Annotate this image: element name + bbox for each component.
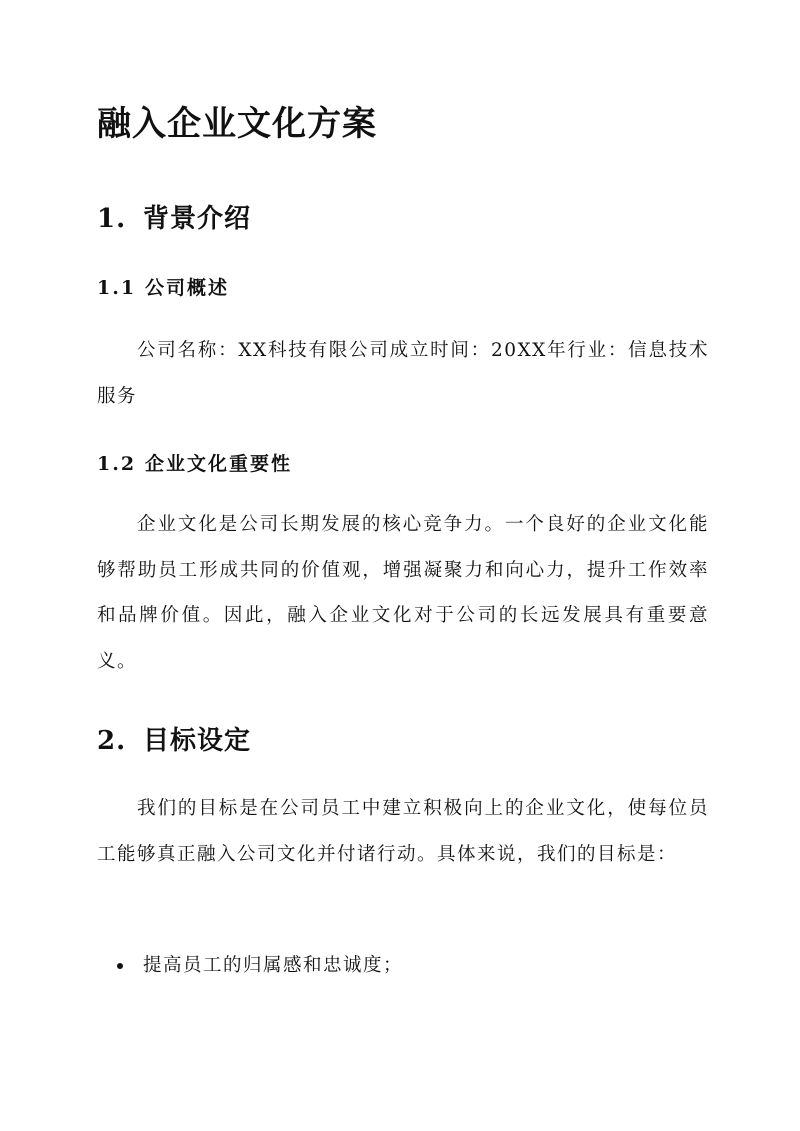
list-item (97, 952, 403, 980)
section-2-title: 目标设定 (143, 726, 252, 756)
goal-paragraph: 我们的目标是在公司员工中建立积极向上的企业文化，使每位员工能够真正融入公司文化并付诸行动。具体来说，我们的目标是： (97, 798, 709, 865)
subsection-1-1-heading (97, 273, 229, 300)
subsection-1-1-number: 1.1 (97, 277, 137, 299)
company-overview-paragraph: 公司名称：XX科技有限公司成立时间：20XX年行业：信息技术服务 (97, 340, 709, 407)
goal-bullet-list (97, 952, 403, 980)
section-1-heading (97, 198, 251, 235)
bullet-icon (117, 963, 123, 969)
culture-importance-paragraph: 企业文化是公司长期发展的核心竞争力。一个良好的企业文化能够帮助员工形成共同的价值观，增强凝聚力和向心力，提升工作效率和品牌价值。因此，融入企业文化对于公司的长远发展具有重要意义。 (97, 514, 709, 672)
section-2-number: 2. (97, 726, 127, 756)
subsection-1-2-number: 1.2 (97, 453, 137, 475)
subsection-1-2-title: 企业文化重要性 (145, 453, 293, 475)
section-1-title: 背景介绍 (143, 204, 252, 234)
subsection-1-2-heading (97, 449, 292, 476)
subsection-1-1-title: 公司概述 (145, 277, 230, 299)
section-1-number: 1. (97, 204, 127, 234)
section-2-heading (97, 720, 251, 757)
document-title: 融入企业文化方案 (97, 104, 377, 144)
bullet-text: 提高员工的归属感和忠诚度； (143, 955, 404, 976)
